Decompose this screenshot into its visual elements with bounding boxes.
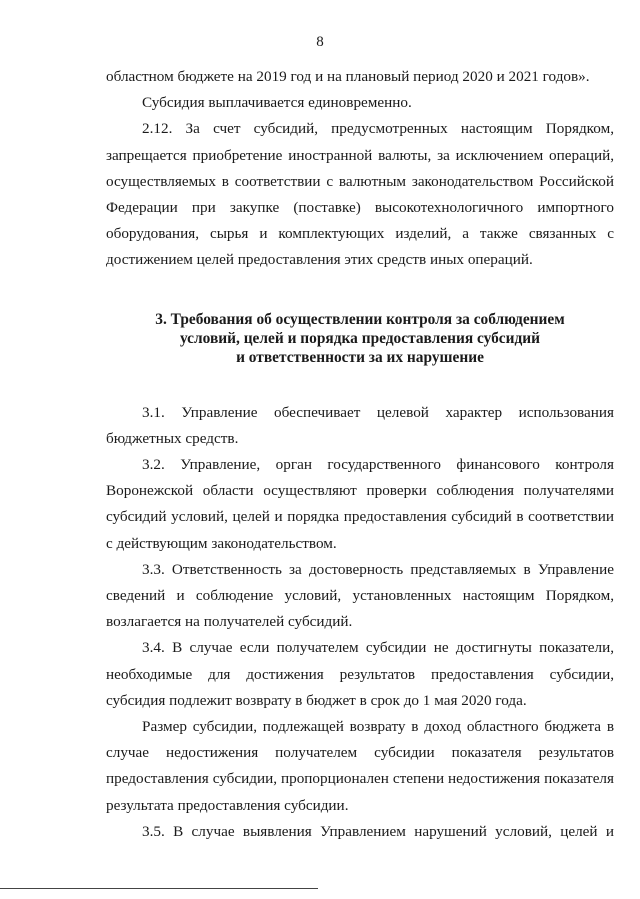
- paragraph-3-3: 3.3. Ответственность за достоверность представляемых в Управление сведений и соблюдение условий, установленных настоящим Порядком, возлагается на получателей субсидий.: [106, 560, 614, 631]
- footer-divider: [0, 888, 318, 889]
- section-heading-line: и ответственности за их нарушение: [236, 348, 484, 366]
- paragraph-2-12: 2.12. За счет субсидий, предусмотренных настоящим Порядком, запрещается приобретение иностранной валюты, за исключением операций, осуществляемых в соответствии с валютным законодательством Российской Федерации при закупке (поставке) высокотехнологичного импортного оборудования, сырья и комплектующих изделий, а также связанных с достижением целей предоставления этих средств иных операций.: [106, 120, 614, 269]
- paragraph-3-1: 3.1. Управление обеспечивает целевой характер использования бюджетных средств.: [106, 403, 614, 447]
- paragraph-continuation: областном бюджете на 2019 год и на плановый период 2020 и 2021 годов».: [106, 68, 590, 85]
- document-body: [106, 64, 614, 845]
- paragraph-3-5: 3.5. В случае выявления Управлением нарушений условий, целей и: [142, 822, 614, 840]
- page-number: 8: [316, 34, 324, 50]
- paragraph-3-2: 3.2. Управление, орган государственного финансового контроля Воронежской области осуществляют проверки соблюдения получателями субсидий условий, целей и порядка предоставления субсидий в соответствии с действующим законодательством.: [106, 456, 614, 552]
- paragraph-refund-amount: Размер субсидии, подлежащей возврату в доход областного бюджета в случае недостижения получателем субсидии показателя результатов предоставления субсидии, пропорционален степени недостижения показателя результата предоставления субсидии.: [106, 718, 614, 814]
- paragraph-3-4: 3.4. В случае если получателем субсидии не достигнуты показатели, необходимые для достижения результатов предоставления субсидии, субсидия подлежит возврату в бюджет в срок до 1 мая 2020 года.: [106, 639, 614, 709]
- section-heading: [106, 310, 614, 367]
- section-heading-line: 3. Требования об осуществлении контроля за соблюдением: [155, 310, 565, 328]
- section-heading-line: условий, целей и порядка предоставления субсидий: [179, 329, 541, 347]
- paragraph-subsidy-payment: Субсидия выплачивается единовременно.: [142, 94, 412, 112]
